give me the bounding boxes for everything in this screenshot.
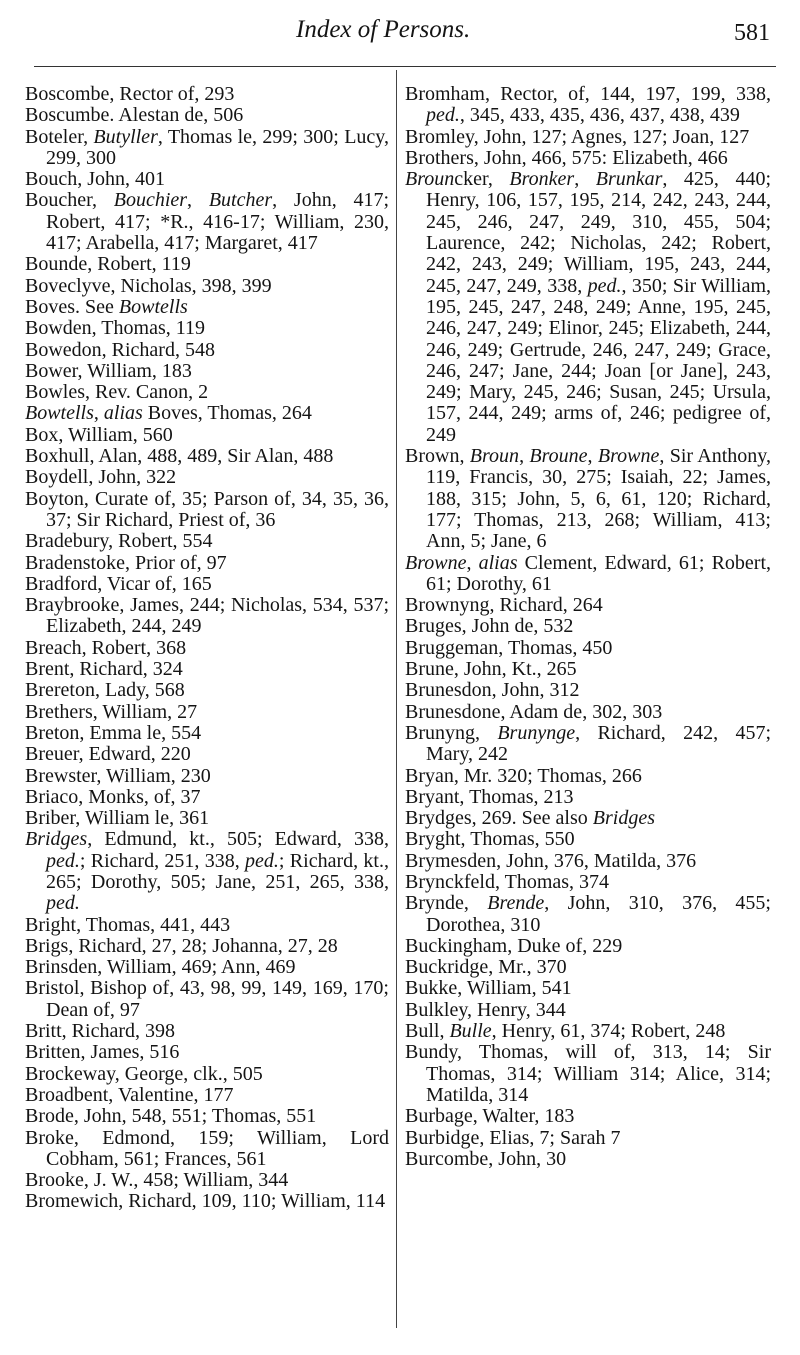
index-entry: Brouncker, Bronker, Brunkar, 425, 440; Henry, 106, 157, 195, 214, 242, 243, 244, 245, 246, 247, 249, 310, 455, 504; Laurence, 242; Nicholas, 242; Robert, 242, 243, 249; William, 195, 243, 244, 245, 247, 249, 338, ped., 350; Sir William, 195, 245, 247, 248, 249; Anne, 195, 245, 246, 247, 249; Elinor, 245; Elizabeth, 244, 246, 249; Gertrude, 246, 247, 249; Grace, 246, 247; Jane, 244; Joan [or Jane], 243, 249; Mary, 245, 246; Susan, 245; Ursula, 157, 244, 249; arms of, 246; pedigree of, 249	[405, 168, 772, 446]
index-entry: Brewster, William, 230	[25, 764, 211, 787]
index-entry: Buckridge, Mr., 370	[405, 956, 567, 979]
page-number: 581	[734, 20, 770, 46]
index-entry: Bruggeman, Thomas, 450	[405, 636, 613, 659]
index-entry: Bromewich, Richard, 109, 110; William, 114	[25, 1190, 386, 1213]
index-entry: Braybrooke, James, 244; Nicholas, 534, 537; Elizabeth, 244, 249	[25, 594, 389, 638]
index-entry: Brune, John, Kt., 265	[405, 658, 577, 681]
page-title: Index of Persons.	[296, 16, 471, 43]
index-entry: Brynckfeld, Thomas, 374	[405, 870, 610, 893]
index-entry: Boscombe, Rector of, 293	[25, 83, 235, 105]
index-entry: Bruges, John de, 532	[405, 615, 574, 638]
index-entry: Bradford, Vicar of, 165	[25, 572, 212, 595]
index-entry: Breuer, Edward, 220	[25, 743, 191, 766]
index-entry: Bounde, Robert, 119	[25, 253, 191, 276]
index-entry: Britten, James, 516	[25, 1041, 180, 1064]
index-entry: Bradebury, Robert, 554	[25, 530, 213, 553]
index-entry: Boxhull, Alan, 488, 489, Sir Alan, 488	[25, 445, 334, 468]
index-entry: Brethers, William, 27	[25, 700, 198, 723]
index-entry: Boucher, Bouchier, Butcher, John, 417; Robert, 417; *R., 416-17; William, 230, 417; Arabella, 417; Margaret, 417	[25, 189, 390, 255]
index-entry: Breton, Emma le, 554	[25, 721, 202, 744]
index-entry: Bukke, William, 541	[405, 977, 572, 1000]
column-divider	[396, 70, 397, 1328]
index-entry: Brockeway, George, clk., 505	[25, 1062, 263, 1085]
index-entry: Briber, William le, 361	[25, 807, 210, 830]
index-entry: Brooke, J. W., 458; William, 344	[25, 1169, 289, 1192]
index-entry: Brynde, Brende, John, 310, 376, 455; Dorothea, 310	[405, 892, 771, 936]
index-entry: Bowden, Thomas, 119	[25, 317, 205, 340]
index-entry: Boveclyve, Nicholas, 398, 399	[25, 274, 272, 297]
index-entry: Burbage, Walter, 183	[405, 1105, 575, 1128]
index-entry: Brymesden, John, 376, Matilda, 376	[405, 849, 697, 872]
index-entry: Brent, Richard, 324	[25, 658, 183, 681]
index-entry: Brinsden, William, 469; Ann, 469	[25, 956, 296, 979]
index-entry: Bromley, John, 127; Agnes, 127; Joan, 127	[405, 125, 750, 148]
index-entry: Boyton, Curate of, 35; Parson of, 34, 35, 36, 37; Sir Richard, Priest of, 36	[25, 487, 389, 531]
index-entry: Bryght, Thomas, 550	[405, 828, 575, 851]
index-entry: Browne, alias Clement, Edward, 61; Robert, 61; Dorothy, 61	[405, 551, 772, 595]
index-entry: Brunesdone, Adam de, 302, 303	[405, 700, 663, 723]
index-entry: Buckingham, Duke of, 229	[405, 934, 623, 957]
header-rule	[34, 66, 776, 67]
index-entry: Broadbent, Valentine, 177	[25, 1083, 234, 1106]
index-entry: Bouch, John, 401	[25, 168, 165, 191]
index-entry: Boscumbe. Alestan de, 506	[25, 104, 244, 127]
index-column-left	[25, 84, 389, 1213]
index-entry: Burcombe, John, 30	[405, 1147, 567, 1170]
page-header	[0, 0, 800, 60]
index-entry: Bower, William, 183	[25, 359, 192, 382]
index-entry: Brigs, Richard, 27, 28; Johanna, 27, 28	[25, 934, 338, 957]
index-entry: Bull, Bulle, Henry, 61, 374; Robert, 248	[405, 1020, 726, 1043]
index-entry: Brunesdon, John, 312	[405, 679, 580, 702]
index-entry: Bright, Thomas, 441, 443	[25, 913, 231, 936]
index-entry: Brothers, John, 466, 575: Elizabeth, 466	[405, 146, 728, 169]
index-entry: Bowedon, Richard, 548	[25, 338, 215, 361]
index-entry: Bowles, Rev. Canon, 2	[25, 381, 209, 404]
index-column-right	[405, 84, 771, 1170]
index-entry: Brode, John, 548, 551; Thomas, 551	[25, 1105, 317, 1128]
index-entry: Bryan, Mr. 320; Thomas, 266	[405, 764, 642, 787]
index-entry: Burbidge, Elias, 7; Sarah 7	[405, 1126, 621, 1149]
index-entry: Bradenstoke, Prior of, 97	[25, 551, 227, 574]
index-entry: Bristol, Bishop of, 43, 98, 99, 149, 169, 170; Dean of, 97	[25, 977, 389, 1021]
index-entry: Brunyng, Brunynge, Richard, 242, 457; Mary, 242	[405, 721, 771, 766]
index-entry: Bridges, Edmund, kt., 505; Edward, 338, ped.; Richard, 251, 338, ped.; Richard, kt., 265; Dorothy, 505; Jane, 251, 265, 338, ped.	[25, 828, 389, 915]
index-entry: Bryant, Thomas, 213	[405, 785, 574, 808]
index-entry: Bowtells, alias Boves, Thomas, 264	[25, 402, 312, 425]
index-entry: Britt, Richard, 398	[25, 1020, 175, 1043]
index-entry: Bulkley, Henry, 344	[405, 998, 566, 1021]
index-entry: Bundy, Thomas, will of, 313, 14; Sir Thomas, 314; William 314; Alice, 314; Matilda, 314	[405, 1041, 771, 1106]
index-entry: Boves. See Bowtells	[25, 295, 188, 318]
index-entry: Brydges, 269. See also Bridges	[405, 807, 655, 830]
index-entry: Brereton, Lady, 568	[25, 679, 185, 702]
index-entry: Brown, Broun, Broune, Browne, Sir Anthony, 119, Francis, 30, 275; Isaiah, 22; James, 188, 315; John, 5, 6, 61, 120; Richard, 177; Thomas, 213, 268; William, 413; Ann, 5; Jane, 6	[405, 445, 771, 553]
index-entry: Boydell, John, 322	[25, 466, 177, 489]
index-entry: Bromham, Rector, of, 144, 197, 199, 338, ped., 345, 433, 435, 436, 437, 438, 439	[405, 83, 771, 127]
index-entry: Breach, Robert, 368	[25, 636, 187, 659]
index-entry: Box, William, 560	[25, 423, 173, 446]
index-entry: Brownyng, Richard, 264	[405, 594, 603, 617]
index-entry: Briaco, Monks, of, 37	[25, 785, 201, 808]
index-entry: Broke, Edmond, 159; William, Lord Cobham, 561; Frances, 561	[25, 1126, 389, 1170]
index-entry: Boteler, Butyller, Thomas le, 299; 300; Lucy, 299, 300	[25, 125, 389, 169]
